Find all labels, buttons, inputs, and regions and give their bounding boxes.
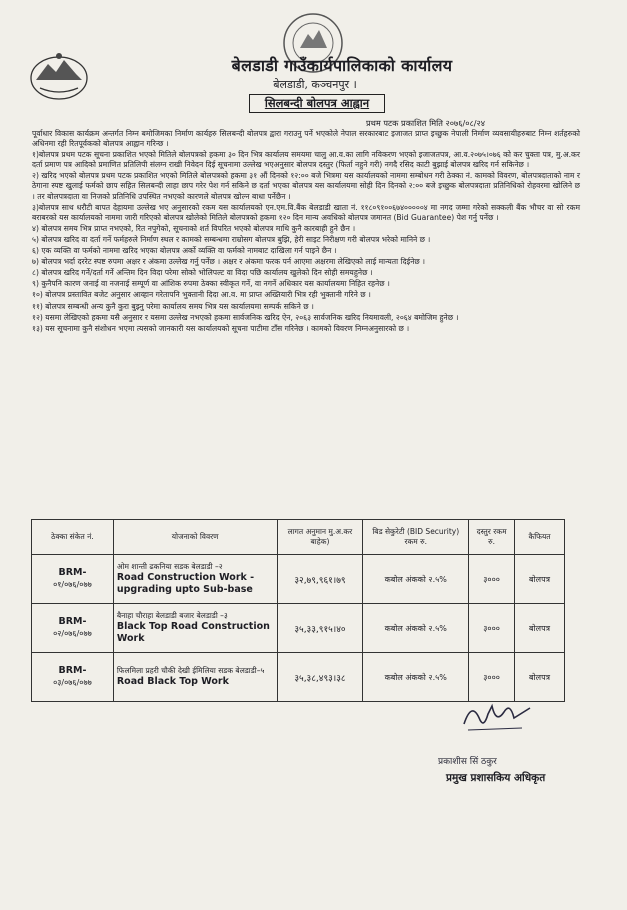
remark: बोलपत्र — [515, 653, 565, 702]
code-number: ०१/०७६/०७७ — [53, 580, 92, 589]
fee-amount: ३००० — [469, 604, 515, 653]
header-bid-security: बिड सेकुरेटी (BID Security) रकम रु. — [363, 520, 469, 555]
header-project-description: योजनाको विवरण — [113, 520, 277, 555]
signature-icon — [458, 694, 538, 736]
condition-2: २) खरिद भएको बोलपत्र प्रथम पटक प्रकाशित भएको मितिले बोलपत्रको हकमा ३१ औं दिनको १२:०० बजे भित्रमा यस कार्यालयको नाममा सम्बोधन गरी ठेक्का नं. कामको विवरण, बोलपत्रदाताको नाम र ठेगाना स्पष्ट खुलाई फर्मको छाप सहित सिलबन्दी लाहा छाप गरेर पेश गर्न सकिने छ दर्ता भएका बोलपत्र यस कार्यालयमा सोही दिन दिनको २:०० बजे इच्छुक बोलपत्रदाता प्रतिनिधिको रोहवरमा खोलिने छ । तर बोलपत्रदाता वा निजको प्रतिनिधि उपस्थित नभएको कारणले बोलपत्र खोल्न बाधा पर्नेछैन । — [32, 171, 580, 201]
table-row — [32, 604, 565, 653]
header-remarks: कैफियत — [515, 520, 565, 555]
signatory-title: प्रमुख प्रशासकिय अधिकृत — [446, 772, 546, 784]
cost-estimate: ३५,३३,९१५।४० — [277, 604, 363, 653]
description-english: Road Black Top Work — [116, 676, 229, 687]
condition-13: १३) यस सूचनामा कुनै संशोधन भएमा त्यसको जानकारी यस कार्यालयको सूचना पाटीमा टाँस गरिनेछ । कामको विवरण निम्नअनुसारको छ । — [32, 323, 410, 333]
header-fee: दस्तुर रकम रु. — [469, 520, 515, 555]
table-header-row — [32, 520, 565, 555]
remark: बोलपत्र — [515, 604, 565, 653]
contract-code — [32, 653, 114, 702]
bid-security: कबोल अंकको २.५% — [363, 604, 469, 653]
description-nepali: ओम शान्ती ढकनिया सडक बेलडाडी –२ — [116, 562, 223, 571]
notice-body — [32, 129, 580, 335]
remark: बोलपत्र — [515, 555, 565, 604]
bid-table — [31, 519, 565, 702]
condition-10: १०) बोलपत्र प्रस्तावित बजेट अनुसार आव्हान गरेतापनि भुक्तानी दिदा आ.व. मा प्राप्त अख्तियारी भित्र रही भुक्तानी गरिने छ । — [32, 290, 371, 300]
intro-paragraph: पूर्वाधार विकास कार्यक्रम अन्तर्गत निम्न बमोजिमका निर्माण कार्यहरु सिलबन्दी बोलपत्र द्वारा गराउनु पर्ने भएकोले नेपाल सरकारबाट इजाजत प्राप्त इच्छुक नेपाली निर्माण व्यवसायीहरुबाट निम्न शर्तहरुको अधिनमा रही रितपूर्वकको बोलपत्र आह्वान गरिन्छ । — [32, 129, 580, 149]
fee-amount: ३००० — [469, 653, 515, 702]
condition-4: ४) बोलपत्र समय भित्र प्राप्त नभएको, रित नपुगेको, सूचनाको शर्त विपरित भएको बोलपत्र माथि कुनै कारबाही हुने छैन । — [32, 223, 356, 233]
condition-1: १)बोलपत्र प्रथम पटक सूचना प्रकाशित भएको मितिले बोलपत्रको हकमा ३० दिन भित्र कार्यालय समयमा चालु आ.व.का लागि नविकरण भएको इजाजतपत्र, आ.व.२०७५।०७६ को कर चुक्ता पत्र, मु.अ.कर दर्ता प्रमाण पत्र आदिको प्रमाणित प्रतिलिपी संलग्न राखी निवेदन दिई सूचनामा उल्लेख भएअनुसार बोलपत्र दस्तुर (फिर्ता नहुने गरी) नगदै रसिद काटी बुझाई बोलपत्र खरिद गर्न सकिनेछ । — [32, 150, 580, 170]
description-english: Black Top Road Construction Work — [116, 621, 270, 644]
condition-9: ९) कुनैपनि कारण जनाई वा नजनाई सम्पूर्ण वा आंशिक रुपमा ठेक्का स्वीकृत गर्ने, वा नगर्ने अधिकार यस कार्यालयमा निहित रहनेछ । — [32, 279, 390, 289]
description-nepali: फिलमिला प्रहरी चौकी देखी ईमिलिया सडक बेलडाडी–५ — [116, 666, 265, 675]
contract-code — [32, 555, 114, 604]
code-prefix: BRM- — [58, 567, 87, 578]
project-description — [113, 604, 277, 653]
project-description — [113, 555, 277, 604]
code-prefix: BRM- — [58, 665, 87, 676]
condition-3: ३)बोलपत्र साथ धरौटी बापत देहायमा उल्लेख भए अनुसारको रकम यस कार्यालयको एन.एम.वि.बैंक बेलडाडी खाता नं. ११८०९१००६७४०००००४ मा नगद जम्मा गरेको सक्कली बैंक भौचर वा सो रकम बराबरको यस कार्यालयको नाममा जारी गरिएको बोलपत्र खोलेको मितिले बोलपत्रको हकमा १२० दिन मान्य अवधिको बोलपत्र जमानत (Bid Guarantee) पेश गर्नु पर्नेछ । — [32, 202, 580, 222]
signatory-name: प्रकाशीस सिं ठकुर — [438, 757, 497, 767]
condition-5: ५) बोलपत्र खरिद वा दर्ता गर्ने फर्महरुले निर्माण स्थल र कामको सम्बन्धमा राम्रोसग बोलपत्र बुझि, हेरी साइट निरीक्षण गरी बोलपत्र भरेको मानिने छ । — [32, 234, 431, 244]
fee-amount: ३००० — [469, 555, 515, 604]
office-address: बेलडाडी, कञ्चनपुर । — [273, 78, 357, 91]
code-number: ०३/०७६/०७७ — [53, 678, 92, 687]
condition-11: ११) बोलपत्र सम्बन्धी अन्य कुनै कुरा बुझ्नु परेमा कार्यालय समय भित्र यस कार्यालयमा सम्पर्क सकिने छ । — [32, 301, 314, 311]
bid-security: कबोल अंकको २.५% — [363, 555, 469, 604]
bid-security: कबोल अंकको २.५% — [363, 653, 469, 702]
office-name: बेलडाडी गाउँकार्यपालिकाको कार्यालय — [231, 56, 453, 75]
table-row — [32, 555, 565, 604]
code-prefix: BRM- — [58, 616, 87, 627]
description-nepali: बैनाहा चौराहा बेलडाडी बजार बेलडाडी –३ — [116, 611, 228, 620]
description-english: Road Construction Work - upgrading upto Sub-base — [116, 572, 255, 595]
publication-date: प्रथम पटक प्रकाशित मिति २०७६/०८/२४ — [366, 118, 486, 128]
condition-12: १२) यसमा लेखिएको हकमा यसै अनुसार र यसमा उल्लेख नभएको हकमा सार्वजनिक खरिद ऐन, २०६३ सार्वजनिक खरिद नियमावली, २०६४ बमोजिम हुनेछ । — [32, 312, 459, 322]
condition-7: ७) बोलपत्र भर्दा दररेट स्पष्ट रुपमा अक्षर र अंकमा उल्लेख गर्नु पर्नेछ । अक्षर र अंकमा फरक पर्न आएमा अक्षरमा लेखिएको लाई मान्यता दिईनेछ । — [32, 257, 426, 267]
code-number: ०२/०७६/०७७ — [53, 629, 92, 638]
cost-estimate: ३२,७९,९६१।७९ — [277, 555, 363, 604]
project-description — [113, 653, 277, 702]
notice-title: सिलबन्दी बोलपत्र आह्वान — [249, 94, 385, 113]
cost-estimate: ३५,३८,४९३।३८ — [277, 653, 363, 702]
condition-6: ६) एक व्यक्ति वा फर्मको नाममा खरिद भएका बोलपत्र अर्को व्यक्ति वा फर्मको नामबाट दाखिला गर्न पाइने छैन । — [32, 246, 337, 256]
header-cost-estimate: लागत अनुमान मु.अ.कर बाहेक) — [277, 520, 363, 555]
contract-code — [32, 604, 114, 653]
condition-8: ८) बोलपत्र खरिद गर्ने/दर्ता गर्ने अन्तिम दिन विदा परेमा सोको भोलिपल्ट वा विदा पछि कार्यालय खुलेको दिन सोही समयहुनेछ । — [32, 268, 373, 278]
header-contract-code: ठेक्का संकेत नं. — [32, 520, 114, 555]
nepal-emblem-icon — [28, 50, 90, 102]
